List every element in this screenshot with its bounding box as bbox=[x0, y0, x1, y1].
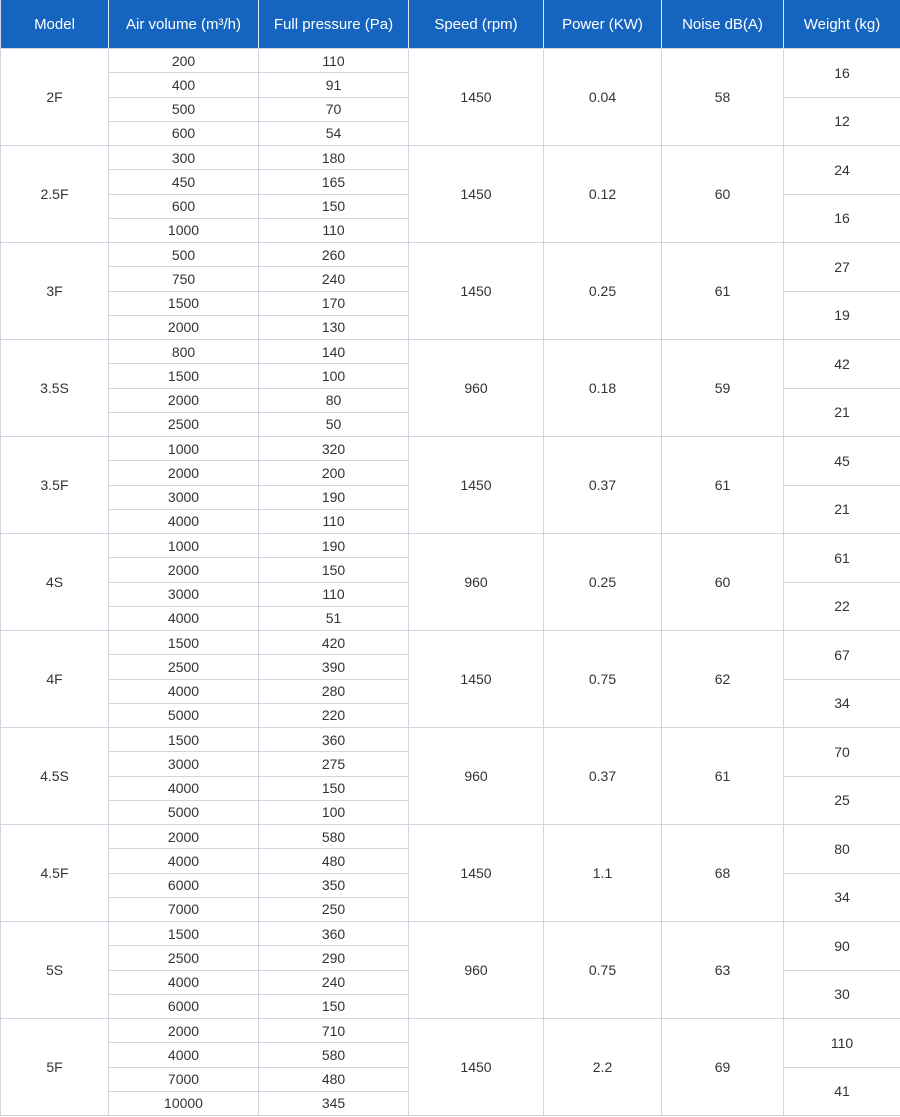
weight-cell: 24 bbox=[784, 146, 900, 195]
air-volume-cell: 7000 bbox=[109, 1067, 259, 1091]
model-cell: 3F bbox=[1, 243, 109, 340]
noise-cell: 61 bbox=[662, 437, 784, 534]
air-volume-cell: 3000 bbox=[109, 485, 259, 509]
table-row bbox=[1, 922, 900, 946]
model-cell: 3.5F bbox=[1, 437, 109, 534]
weight-cell: 16 bbox=[784, 49, 900, 98]
air-volume-cell: 1500 bbox=[109, 631, 259, 655]
full-pressure-cell: 280 bbox=[259, 679, 409, 703]
power-cell: 0.04 bbox=[544, 49, 662, 146]
weight-cell: 41 bbox=[784, 1067, 900, 1116]
full-pressure-cell: 110 bbox=[259, 582, 409, 606]
full-pressure-cell: 51 bbox=[259, 606, 409, 630]
air-volume-cell: 2500 bbox=[109, 412, 259, 436]
header-noise: Noise dB(A) bbox=[662, 0, 784, 49]
weight-cell: 110 bbox=[784, 1019, 900, 1068]
header-speed: Speed (rpm) bbox=[409, 0, 544, 49]
table-row bbox=[1, 49, 900, 73]
weight-cell: 21 bbox=[784, 485, 900, 534]
full-pressure-cell: 100 bbox=[259, 800, 409, 824]
weight-cell: 27 bbox=[784, 243, 900, 292]
air-volume-cell: 1500 bbox=[109, 364, 259, 388]
full-pressure-cell: 70 bbox=[259, 97, 409, 121]
full-pressure-cell: 345 bbox=[259, 1091, 409, 1115]
air-volume-cell: 2000 bbox=[109, 1019, 259, 1043]
air-volume-cell: 2000 bbox=[109, 825, 259, 849]
air-volume-cell: 300 bbox=[109, 146, 259, 170]
air-volume-cell: 500 bbox=[109, 243, 259, 267]
weight-cell: 67 bbox=[784, 631, 900, 680]
speed-cell: 1450 bbox=[409, 1019, 544, 1116]
weight-cell: 19 bbox=[784, 291, 900, 340]
noise-cell: 61 bbox=[662, 728, 784, 825]
model-cell: 4F bbox=[1, 631, 109, 728]
weight-cell: 12 bbox=[784, 97, 900, 146]
air-volume-cell: 6000 bbox=[109, 873, 259, 897]
air-volume-cell: 1500 bbox=[109, 291, 259, 315]
speed-cell: 1450 bbox=[409, 49, 544, 146]
table-body bbox=[1, 49, 900, 1116]
full-pressure-cell: 91 bbox=[259, 73, 409, 97]
air-volume-cell: 1000 bbox=[109, 534, 259, 558]
air-volume-cell: 3000 bbox=[109, 752, 259, 776]
speed-cell: 1450 bbox=[409, 146, 544, 243]
full-pressure-cell: 110 bbox=[259, 218, 409, 242]
speed-cell: 1450 bbox=[409, 243, 544, 340]
air-volume-cell: 5000 bbox=[109, 703, 259, 727]
full-pressure-cell: 320 bbox=[259, 437, 409, 461]
full-pressure-cell: 580 bbox=[259, 1043, 409, 1067]
weight-cell: 34 bbox=[784, 873, 900, 922]
model-cell: 4.5S bbox=[1, 728, 109, 825]
air-volume-cell: 4000 bbox=[109, 606, 259, 630]
full-pressure-cell: 150 bbox=[259, 776, 409, 800]
weight-cell: 70 bbox=[784, 728, 900, 777]
table-row bbox=[1, 340, 900, 364]
air-volume-cell: 200 bbox=[109, 49, 259, 73]
full-pressure-cell: 150 bbox=[259, 194, 409, 218]
air-volume-cell: 1500 bbox=[109, 922, 259, 946]
table-row bbox=[1, 728, 900, 752]
full-pressure-cell: 180 bbox=[259, 146, 409, 170]
air-volume-cell: 4000 bbox=[109, 679, 259, 703]
table-row bbox=[1, 146, 900, 170]
table-row bbox=[1, 437, 900, 461]
speed-cell: 960 bbox=[409, 922, 544, 1019]
air-volume-cell: 750 bbox=[109, 267, 259, 291]
full-pressure-cell: 260 bbox=[259, 243, 409, 267]
speed-cell: 1450 bbox=[409, 825, 544, 922]
air-volume-cell: 1500 bbox=[109, 728, 259, 752]
full-pressure-cell: 150 bbox=[259, 558, 409, 582]
air-volume-cell: 2000 bbox=[109, 315, 259, 339]
noise-cell: 59 bbox=[662, 340, 784, 437]
air-volume-cell: 800 bbox=[109, 340, 259, 364]
air-volume-cell: 10000 bbox=[109, 1091, 259, 1115]
model-cell: 3.5S bbox=[1, 340, 109, 437]
table-row bbox=[1, 243, 900, 267]
header-weight: Weight (kg) bbox=[784, 0, 900, 49]
model-cell: 5S bbox=[1, 922, 109, 1019]
noise-cell: 60 bbox=[662, 146, 784, 243]
air-volume-cell: 400 bbox=[109, 73, 259, 97]
header-row bbox=[1, 0, 900, 49]
air-volume-cell: 6000 bbox=[109, 994, 259, 1018]
model-cell: 2.5F bbox=[1, 146, 109, 243]
full-pressure-cell: 360 bbox=[259, 922, 409, 946]
full-pressure-cell: 480 bbox=[259, 849, 409, 873]
air-volume-cell: 5000 bbox=[109, 800, 259, 824]
full-pressure-cell: 150 bbox=[259, 994, 409, 1018]
full-pressure-cell: 170 bbox=[259, 291, 409, 315]
power-cell: 0.25 bbox=[544, 534, 662, 631]
power-cell: 2.2 bbox=[544, 1019, 662, 1116]
air-volume-cell: 4000 bbox=[109, 776, 259, 800]
power-cell: 0.25 bbox=[544, 243, 662, 340]
weight-cell: 42 bbox=[784, 340, 900, 389]
header-air-volume: Air volume (m³/h) bbox=[109, 0, 259, 49]
full-pressure-cell: 240 bbox=[259, 970, 409, 994]
power-cell: 1.1 bbox=[544, 825, 662, 922]
model-cell: 2F bbox=[1, 49, 109, 146]
model-cell: 5F bbox=[1, 1019, 109, 1116]
noise-cell: 69 bbox=[662, 1019, 784, 1116]
model-cell: 4S bbox=[1, 534, 109, 631]
full-pressure-cell: 580 bbox=[259, 825, 409, 849]
air-volume-cell: 7000 bbox=[109, 897, 259, 921]
weight-cell: 16 bbox=[784, 194, 900, 243]
air-volume-cell: 2500 bbox=[109, 655, 259, 679]
full-pressure-cell: 110 bbox=[259, 49, 409, 73]
header-power: Power (KW) bbox=[544, 0, 662, 49]
power-cell: 0.12 bbox=[544, 146, 662, 243]
air-volume-cell: 3000 bbox=[109, 582, 259, 606]
air-volume-cell: 4000 bbox=[109, 970, 259, 994]
power-cell: 0.75 bbox=[544, 631, 662, 728]
speed-cell: 960 bbox=[409, 340, 544, 437]
weight-cell: 22 bbox=[784, 582, 900, 631]
full-pressure-cell: 50 bbox=[259, 412, 409, 436]
air-volume-cell: 450 bbox=[109, 170, 259, 194]
full-pressure-cell: 480 bbox=[259, 1067, 409, 1091]
weight-cell: 30 bbox=[784, 970, 900, 1019]
noise-cell: 62 bbox=[662, 631, 784, 728]
full-pressure-cell: 220 bbox=[259, 703, 409, 727]
air-volume-cell: 600 bbox=[109, 121, 259, 145]
full-pressure-cell: 250 bbox=[259, 897, 409, 921]
air-volume-cell: 2500 bbox=[109, 946, 259, 970]
noise-cell: 60 bbox=[662, 534, 784, 631]
air-volume-cell: 4000 bbox=[109, 509, 259, 533]
table-row bbox=[1, 825, 900, 849]
noise-cell: 68 bbox=[662, 825, 784, 922]
weight-cell: 61 bbox=[784, 534, 900, 583]
air-volume-cell: 2000 bbox=[109, 558, 259, 582]
header-model: Model bbox=[1, 0, 109, 49]
power-cell: 0.75 bbox=[544, 922, 662, 1019]
full-pressure-cell: 390 bbox=[259, 655, 409, 679]
full-pressure-cell: 100 bbox=[259, 364, 409, 388]
full-pressure-cell: 190 bbox=[259, 534, 409, 558]
weight-cell: 21 bbox=[784, 388, 900, 437]
full-pressure-cell: 350 bbox=[259, 873, 409, 897]
full-pressure-cell: 200 bbox=[259, 461, 409, 485]
full-pressure-cell: 360 bbox=[259, 728, 409, 752]
speed-cell: 1450 bbox=[409, 631, 544, 728]
power-cell: 0.18 bbox=[544, 340, 662, 437]
full-pressure-cell: 190 bbox=[259, 485, 409, 509]
weight-cell: 34 bbox=[784, 679, 900, 728]
air-volume-cell: 1000 bbox=[109, 218, 259, 242]
air-volume-cell: 2000 bbox=[109, 388, 259, 412]
air-volume-cell: 4000 bbox=[109, 1043, 259, 1067]
power-cell: 0.37 bbox=[544, 437, 662, 534]
noise-cell: 61 bbox=[662, 243, 784, 340]
speed-cell: 1450 bbox=[409, 437, 544, 534]
air-volume-cell: 2000 bbox=[109, 461, 259, 485]
full-pressure-cell: 140 bbox=[259, 340, 409, 364]
speed-cell: 960 bbox=[409, 534, 544, 631]
full-pressure-cell: 290 bbox=[259, 946, 409, 970]
weight-cell: 80 bbox=[784, 825, 900, 874]
full-pressure-cell: 54 bbox=[259, 121, 409, 145]
weight-cell: 25 bbox=[784, 776, 900, 825]
power-cell: 0.37 bbox=[544, 728, 662, 825]
noise-cell: 63 bbox=[662, 922, 784, 1019]
full-pressure-cell: 130 bbox=[259, 315, 409, 339]
header-full-pressure: Full pressure (Pa) bbox=[259, 0, 409, 49]
model-cell: 4.5F bbox=[1, 825, 109, 922]
full-pressure-cell: 165 bbox=[259, 170, 409, 194]
full-pressure-cell: 240 bbox=[259, 267, 409, 291]
noise-cell: 58 bbox=[662, 49, 784, 146]
table-row bbox=[1, 631, 900, 655]
table-row bbox=[1, 534, 900, 558]
full-pressure-cell: 80 bbox=[259, 388, 409, 412]
air-volume-cell: 1000 bbox=[109, 437, 259, 461]
full-pressure-cell: 420 bbox=[259, 631, 409, 655]
table-row bbox=[1, 1019, 900, 1043]
air-volume-cell: 600 bbox=[109, 194, 259, 218]
weight-cell: 45 bbox=[784, 437, 900, 486]
full-pressure-cell: 275 bbox=[259, 752, 409, 776]
speed-cell: 960 bbox=[409, 728, 544, 825]
air-volume-cell: 500 bbox=[109, 97, 259, 121]
full-pressure-cell: 110 bbox=[259, 509, 409, 533]
air-volume-cell: 4000 bbox=[109, 849, 259, 873]
full-pressure-cell: 710 bbox=[259, 1019, 409, 1043]
weight-cell: 90 bbox=[784, 922, 900, 971]
